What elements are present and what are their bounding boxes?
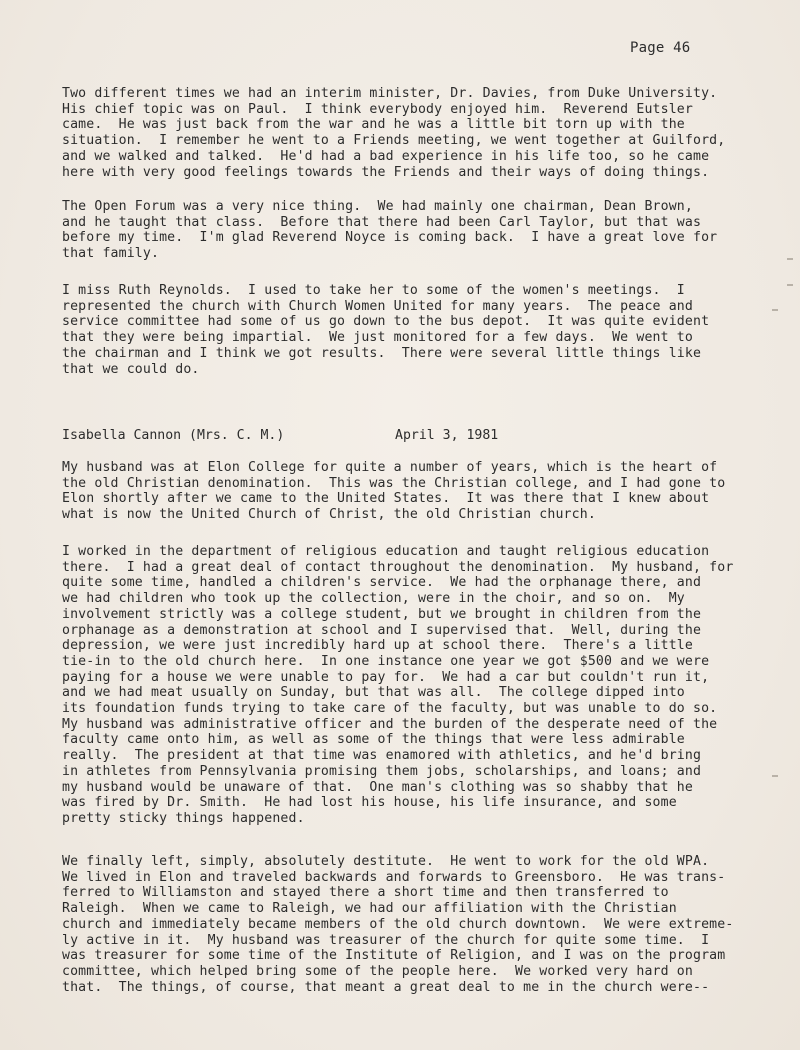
text-line: paying for a house we were unable to pay for. We had a car but couldn't run it, xyxy=(62,669,710,685)
text-line: the chairman and I think we got results. There were several little things like xyxy=(62,345,702,361)
text-line: ferred to Williamston and stayed there a short time and then transferred to xyxy=(62,885,669,901)
text-line: I miss Ruth Reynolds. I used to take her to some of the women's meetings. I xyxy=(62,283,685,298)
text-line: Elon shortly after we came to the United States. It was there that I knew about xyxy=(62,491,710,507)
interviewee-name: Isabella Cannon (Mrs. C. M.) xyxy=(62,428,285,443)
text-line: that they were being impartial. We just monitored for a few days. We went to xyxy=(62,330,693,346)
text-line: and he taught that class. Before that there had been Carl Taylor, but that was xyxy=(62,214,702,230)
text-line: We lived in Elon and traveled backwards and forwards to Greensboro. He was trans- xyxy=(62,869,726,885)
text-line: there. I had a great deal of contact throughout the denomination. My husband, for xyxy=(62,559,734,575)
text-line: that we could do. xyxy=(62,361,200,377)
text-line: its foundation funds trying to take care of the faculty, but was unable to do so. xyxy=(62,701,718,717)
text-line: situation. I remember he went to a Friends meeting, we went together at Guilford, xyxy=(62,133,726,149)
text-line: Raleigh. When we came to Raleigh, we had our affiliation with the Christian xyxy=(62,901,677,917)
text-line: We finally left, simply, absolutely destitute. He went to work for the old WPA. xyxy=(62,854,710,869)
text-line: My husband was administrative officer and the burden of the desperate need of the xyxy=(62,716,718,732)
margin-speck xyxy=(787,284,793,286)
text-line: that. The things, of course, that meant a great deal to me in the church were-- xyxy=(62,979,710,995)
interview-date: April 3, 1981 xyxy=(395,428,499,443)
paragraph-religious-education xyxy=(62,544,762,827)
text-line: quite some time, handled a children's service. We had the orphanage there, and xyxy=(62,575,702,591)
text-line: My husband was at Elon College for quite a number of years, which is the heart of xyxy=(62,460,718,475)
text-line: Two different times we had an interim minister, Dr. Davies, from Duke University. xyxy=(62,86,718,101)
paragraph-interim-minister xyxy=(62,86,762,180)
text-line: His chief topic was on Paul. I think everybody enjoyed him. Reverend Eutsler xyxy=(62,101,693,117)
text-line: was fired by Dr. Smith. He had lost his house, his life insurance, and some xyxy=(62,795,677,811)
paragraph-elon-college xyxy=(62,460,762,523)
text-line: tie-in to the old church here. In one instance one year we got $500 and we were xyxy=(62,653,710,669)
text-line: we had children who took up the collection, were in the choir, and so on. My xyxy=(62,591,685,607)
paragraph-ruth-reynolds xyxy=(62,283,762,377)
text-line: church and immediately became members of the old church downtown. We were extreme- xyxy=(62,916,734,932)
text-line: came. He was just back from the war and he was a little bit torn up with the xyxy=(62,117,685,133)
text-line: and we walked and talked. He'd had a bad experience in his life too, so he came xyxy=(62,148,710,164)
text-line: my husband would be unaware of that. One man's clothing was so shabby that he xyxy=(62,779,693,795)
text-line: faculty came onto him, as well as some of the things that were less admirable xyxy=(62,732,685,748)
text-line: that family. xyxy=(62,246,160,262)
text-line: The Open Forum was a very nice thing. We had mainly one chairman, Dean Brown, xyxy=(62,199,693,214)
text-line: the old Christian denomination. This was the Christian college, and I had gone to xyxy=(62,475,726,491)
text-line: here with very good feelings towards the Friends and their ways of doing things. xyxy=(62,164,710,180)
text-line: pretty sticky things happened. xyxy=(62,810,305,826)
paragraph-destitute xyxy=(62,854,762,995)
text-line: involvement strictly was a college student, but we brought in children from the xyxy=(62,606,702,622)
paragraph-open-forum xyxy=(62,199,762,262)
text-line: represented the church with Church Women United for many years. The peace and xyxy=(62,298,693,314)
text-line: and we had meat usually on Sunday, but that was all. The college dipped into xyxy=(62,685,685,701)
text-line: orphanage as a demonstration at school and I supervised that. Well, during the xyxy=(62,622,702,638)
text-line: what is now the United Church of Christ, the old Christian church. xyxy=(62,507,596,523)
text-line: in athletes from Pennsylvania promising them jobs, scholarships, and loans; and xyxy=(62,763,702,779)
text-line: depression, we were just incredibly hard up at school there. There's a little xyxy=(62,638,693,654)
text-line: committee, which helped bring some of the people here. We worked very hard on xyxy=(62,963,693,979)
text-line: was treasurer for some time of the Institute of Religion, and I was on the program xyxy=(62,948,726,964)
text-line: really. The president at that time was enamored with athletics, and he'd bring xyxy=(62,748,702,764)
margin-speck xyxy=(787,258,793,260)
margin-speck xyxy=(772,775,778,777)
text-line: service committee had some of us go down to the bus depot. It was quite evident xyxy=(62,314,710,330)
text-line: ly active in it. My husband was treasurer of the church for quite some time. I xyxy=(62,932,710,948)
text-line: before my time. I'm glad Reverend Noyce is coming back. I have a great love for xyxy=(62,230,718,246)
page-number: Page 46 xyxy=(630,40,691,56)
text-line: I worked in the department of religious education and taught religious education xyxy=(62,544,710,559)
margin-speck xyxy=(772,309,778,311)
